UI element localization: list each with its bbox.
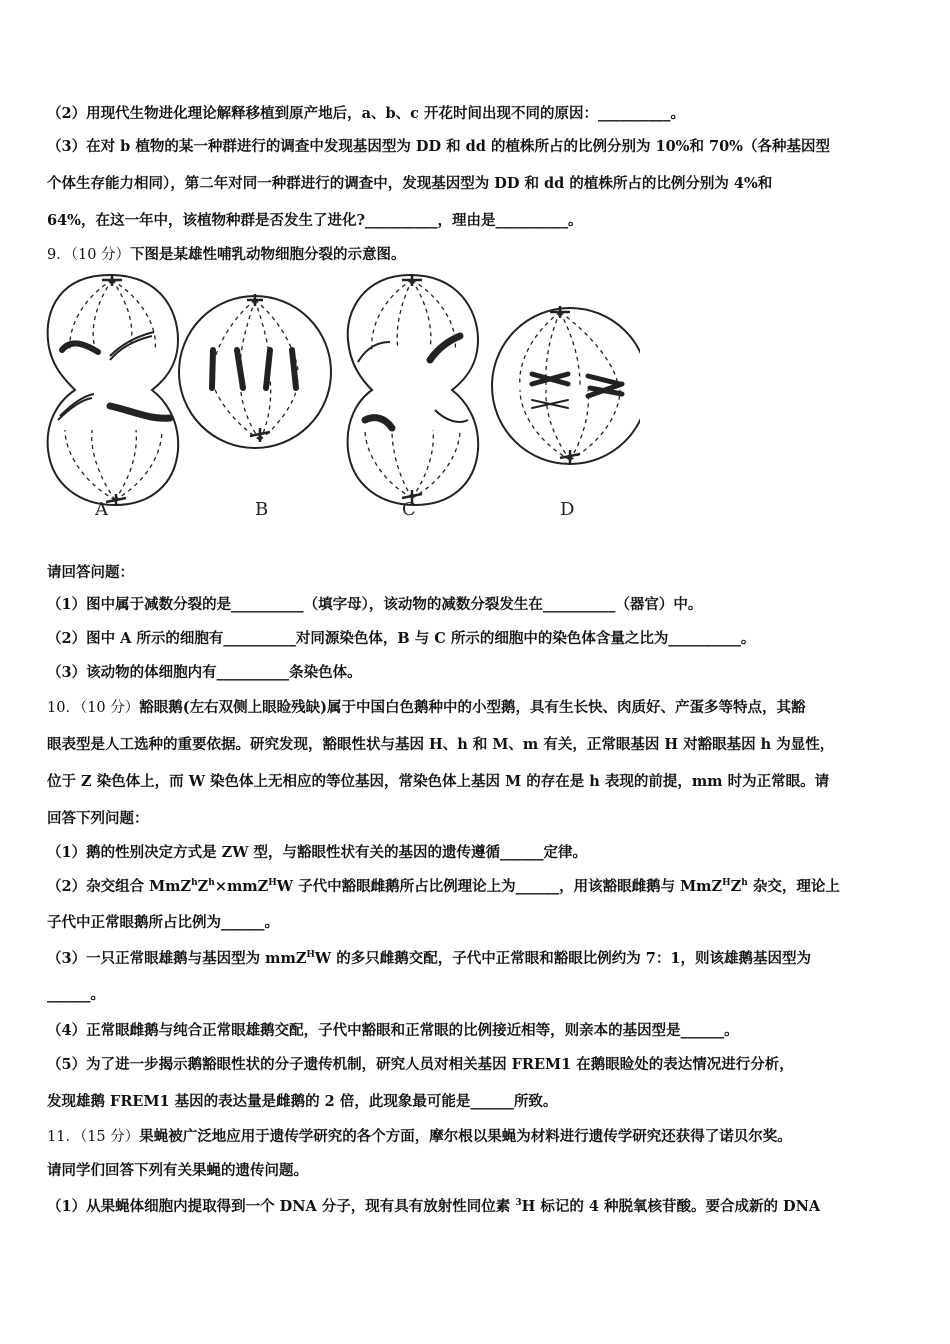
q10-p3-text-a: （3）一只正常眼雄鹅与基因型为 mmZ <box>47 950 307 967</box>
cell-c <box>348 274 479 505</box>
label-a: A <box>95 499 108 520</box>
q11-stem-line2: 请同学们回答下列有关果蝇的遗传问题。 <box>47 1162 308 1179</box>
q10-part4: （4）正常眼雌鹅与纯合正常眼雄鹅交配，子代中豁眼和正常眼的比例接近相等，则亲本的基因型是______。 <box>47 1022 739 1039</box>
label-b: B <box>255 499 269 520</box>
q10-part5-line1: （5）为了进一步揭示鹅豁眼性状的分子遗传机制，研究人员对相关基因 FREM1 在鹅眼睑处的表达情况进行分析， <box>47 1056 794 1073</box>
q10-p2-text-c: ×mmZ <box>214 878 269 895</box>
q11-p1-text-a: （1）从果蝇体细胞内提取得到一个 DNA 分子，现有具有放射性同位素 <box>47 1198 516 1215</box>
q9-number: 9．（10 分） <box>47 247 131 263</box>
q10-p2-sup: h <box>741 878 748 889</box>
q10-part5-line2: 发现雄鹅 FREM1 基因的表达量是雌鹅的 2 倍，此现象最可能是______所致。 <box>47 1093 558 1110</box>
q11-p1-sup: 3 <box>515 1198 522 1209</box>
cell-a <box>48 274 179 506</box>
q8-part3-line2: 个体生存能力相同），第二年对同一种群进行的调查中，发现基因型为 DD 和 dd 的植株所占的比例分别为 4%和 <box>47 175 773 192</box>
q10-p2-sup: H <box>722 878 731 889</box>
q9-heading <box>47 245 907 265</box>
q10-part1: （1）鹅的性别决定方式是 ZW 型，与豁眼性状有关的基因的遗传遵循______定律。 <box>47 844 588 861</box>
q10-part2-line1 <box>47 877 907 897</box>
q10-stem-text: 豁眼鹅(左右双侧上眼睑残缺)属于中国白色鹅种中的小型鹅，具有生长快、肉质好、产蛋多等特点，其豁 <box>139 699 806 716</box>
q10-stem-line3: 位于 Z 染色体上，而 W 染色体上无相应的等位基因，常染色体上基因 M 的存在是 h 表现的前提，mm 时为正常眼。请 <box>47 773 830 790</box>
q10-stem-line2: 眼表型是人工选种的重要依据。研究发现，豁眼性状与基因 H、h 和 M、m 有关，正常眼基因 H 对豁眼基因 h 为显性， <box>47 736 835 753</box>
q11-number: 11．（15 分） <box>47 1129 140 1145</box>
q11-stem-text: 果蝇被广泛地应用于遗传学研究的各个方面，摩尔根以果蝇为材料进行遗传学研究还获得了诺贝尔奖。 <box>139 1128 792 1145</box>
q8-part3-line3: 64%，在这一年中，该植物种群是否发生了进化?__________，理由是__________。 <box>47 212 583 229</box>
q11-p1-text-b: H 标记的 4 种脱氧核苷酸。要合成新的 DNA <box>521 1198 821 1215</box>
q10-number: 10．（10 分） <box>47 700 140 716</box>
cell-division-figure <box>40 270 640 530</box>
q9-part2: （2）图中 A 所示的细胞有__________对同源染色体，B 与 C 所示的细胞中的染色体含量之比为__________。 <box>47 630 756 647</box>
q10-part2-line2: 子代中正常眼鹅所占比例为______。 <box>47 914 279 931</box>
q8-part2: （2）用现代生物进化理论解释移植到原产地后，a、b、c 开花时间出现不同的原因：__________。 <box>47 105 685 122</box>
q9-stem: 下图是某雄性哺乳动物细胞分裂的示意图。 <box>130 246 406 263</box>
q10-p2-text-d: W 子代中豁眼雌鹅所占比例理论上为______，用该豁眼雌鹅与 MmZ <box>276 878 723 895</box>
q10-p2-text-a: （2）杂交组合 MmZ <box>47 878 192 895</box>
q10-stem-line4: 回答下列问题： <box>47 810 149 827</box>
q10-p2-sup: h <box>208 878 215 889</box>
q8-part3-line1: （3）在对 b 植物的某一种群进行的调查中发现基因型为 DD 和 dd 的植株所占的比例分别为 10%和 70%（各种基因型 <box>47 138 830 155</box>
q11-part1 <box>47 1197 907 1217</box>
q10-p2-sup: h <box>191 878 198 889</box>
q9-part3: （3）该动物的体细胞内有__________条染色体。 <box>47 664 362 681</box>
label-c: C <box>402 499 416 520</box>
q10-p2-text-b: Z <box>197 878 209 895</box>
q10-part3-line2: ______。 <box>47 986 105 1003</box>
q11-stem-line1 <box>47 1127 907 1147</box>
q10-p3-sup: H <box>306 950 315 961</box>
q10-p2-text-f: 杂交，理论上 <box>747 878 840 895</box>
cell-b <box>179 294 331 448</box>
q10-p2-sup: H <box>268 878 277 889</box>
q10-p2-text-e: Z <box>730 878 742 895</box>
label-d: D <box>560 499 575 520</box>
cell-d <box>492 306 640 464</box>
q10-p3-text-b: W 的多只雌鹅交配，子代中正常眼和豁眼比例约为 7：1，则该雄鹅基因型为 <box>314 950 811 967</box>
q10-stem-line1 <box>47 698 907 718</box>
q9-prompt: 请回答问题： <box>47 564 134 581</box>
q9-part1: （1）图中属于减数分裂的是__________（填字母），该动物的减数分裂发生在__________（器官）中。 <box>47 596 703 613</box>
q10-part3-line1 <box>47 949 907 969</box>
